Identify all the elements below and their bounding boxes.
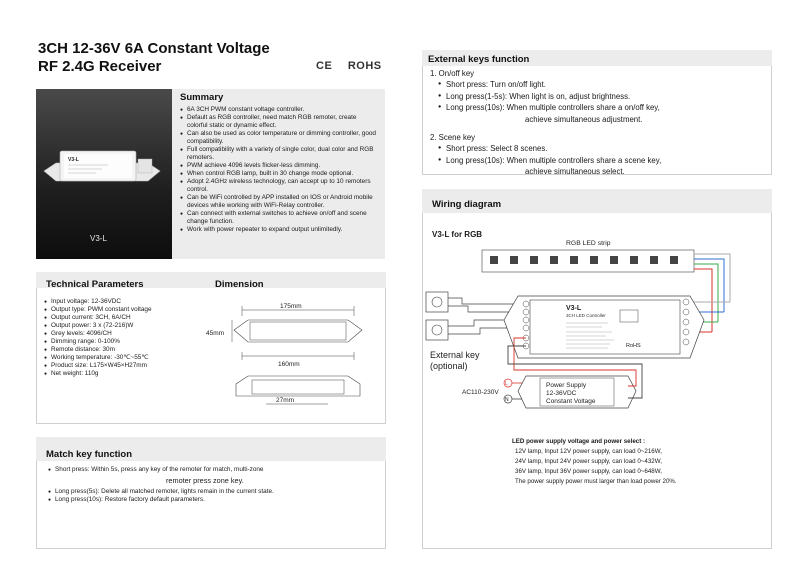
match-item-long5: ● Long press(5s): Delete all matched remoter, lights remain in the current state.: [48, 488, 384, 496]
dim-length-text: 175mm: [280, 303, 302, 310]
controller-image: [36, 89, 172, 219]
match-short-cont: remoter press zone key.: [166, 476, 244, 485]
technical-list: [44, 298, 152, 378]
summary-item: ● Can be WiFi controlled by APP installed on IOS or Android mobile devices while working with WiFi-Relay controller.: [180, 194, 377, 210]
dim-inner-length-text: 160mm: [278, 361, 300, 368]
match-item-long10: ● Long press(10s): Restore factory default parameters.: [48, 496, 384, 504]
product-photo: [36, 89, 172, 259]
match-short-text: Short press: Within 5s, press any key of the remoter for match, multi-zone: [55, 466, 264, 473]
terminal-n: N: [505, 397, 509, 403]
summary-item: ● Can connect with external switches to achieve on/off and scene change function.: [180, 210, 377, 226]
onoff-heading: 1. On/off key: [430, 69, 475, 78]
summary-item: ● Full compatibility with a variety of single color, dual color and RGB remoters.: [180, 146, 377, 162]
scene-short: ● Short press: Select 8 scenes.: [438, 143, 661, 154]
summary-item: ● Adopt 2.4GHz wireless technology, can accept up to 10 remoters control.: [180, 178, 377, 194]
onoff-long10: ● Long press(10s): When multiple controllers share a on/off key,: [438, 102, 661, 113]
psu-line-1: Power Supply: [546, 382, 587, 389]
dim-depth-text: 27mm: [276, 397, 295, 404]
summary-item: ● PWM achieve 4096 levels flicker-less dimming.: [180, 162, 377, 170]
tech-item: ● Grey levels: 4096/CH: [44, 330, 152, 338]
tech-item: ● Output current: 3CH, 6A/CH: [44, 314, 152, 322]
match-list: [48, 466, 384, 504]
psu-line-2: 12-36VDC: [546, 390, 577, 397]
certification-marks: [316, 60, 394, 72]
tech-item: ● Input voltage: 12-36VDC: [44, 298, 152, 306]
wiring-title: Wiring diagram: [432, 199, 502, 210]
device-model-text: V3-L: [68, 157, 79, 163]
psu-line-3: Constant Voltage: [546, 398, 596, 405]
tech-item: ● Working temperature: -30℃~55℃: [44, 354, 152, 362]
lps-line: 12V lamp, Input 12V power supply, can load 0~216W,: [515, 448, 662, 455]
controller-model: V3-L: [566, 305, 582, 312]
onoff-list: [430, 79, 661, 113]
match-title: Match key function: [46, 449, 133, 460]
summary-item: ● Can also be used as color temperature or dimming controller, good compatibility.: [180, 130, 377, 146]
tech-item: ● Dimming range: 0-100%: [44, 338, 152, 346]
product-model-label: V3-L: [90, 234, 107, 243]
power-select-notes: [512, 437, 677, 487]
controller-subtitle: 3CH LED Controller: [566, 313, 606, 318]
summary-title: Summary: [180, 92, 224, 103]
summary-item: ● Work with power repeater to expand output unlimitedly.: [180, 226, 377, 234]
summary-item: ● Default as RGB controller, need match RGB remoter, create colorful static or dynamic effect.: [180, 114, 377, 130]
wiring-subtitle: V3-L for RGB: [432, 230, 483, 239]
title-line-2: RF 2.4G Receiver: [38, 58, 162, 75]
strip-label: RGB LED strip: [566, 240, 611, 247]
scene-long10: ● Long press(10s): When multiple controllers share a scene key,: [438, 155, 661, 166]
summary-item: ● 6A 3CH PWM constant voltage controller.: [180, 106, 377, 114]
controller-body: [530, 300, 680, 354]
lps-line: 24V lamp, Input 24V power supply, can load 0~432W,: [515, 458, 662, 465]
scene-heading: 2. Scene key: [430, 133, 476, 143]
controller-rohs: RoHS: [626, 343, 641, 349]
tech-item: ● Output power: 3 x (72-216)W: [44, 322, 152, 330]
rohs-mark: ROHS: [347, 60, 382, 72]
external-body: [430, 68, 661, 178]
external-key-label-2: (optional): [430, 361, 468, 371]
scene-long10-cont: achieve simultaneous select.: [525, 167, 625, 177]
scene-list: [430, 143, 661, 166]
dimension-title: Dimension: [215, 279, 264, 290]
tech-item: ● Remote distance: 30m: [44, 346, 152, 354]
lps-line: 36V lamp, Input 36V power supply, can load 0~648W,: [515, 468, 662, 475]
page-title: [38, 40, 270, 76]
onoff-long10-cont: achieve simultaneous adjustment.: [525, 114, 643, 124]
technical-title: Technical Parameters: [46, 279, 144, 290]
dim-height-text: 45mm: [206, 330, 225, 337]
onoff-long15: ● Long press(1-5s): When light is on, adjust brightness.: [438, 91, 661, 102]
summary-list: [180, 106, 377, 234]
external-key-label-1: External key: [430, 350, 480, 360]
tech-item: ● Net weight: 110g: [44, 370, 152, 378]
ac-label: AC110-230V: [462, 389, 499, 396]
title-line-1: 3CH 12-36V 6A Constant Voltage: [38, 40, 270, 57]
tech-item: ● Output type: PWM constant voltage: [44, 306, 152, 314]
ce-mark: CE: [316, 60, 333, 72]
summary-panel: [172, 89, 385, 259]
tech-item: ● Product size: L175×W45×H27mm: [44, 362, 152, 370]
match-item-short: [48, 466, 384, 474]
wiring-diagram: [422, 236, 772, 432]
onoff-short: ● Short press: Turn on/off light.: [438, 79, 661, 90]
terminal-l: L: [505, 381, 508, 387]
external-title: External keys function: [428, 54, 530, 65]
dimension-drawing: [206, 300, 368, 412]
lps-heading: LED power supply voltage and power select :: [512, 438, 646, 445]
lps-line: The power supply power must larger than load power 20%.: [515, 478, 677, 485]
summary-item: ● When control RGB lamp, built in 30 change mode optional.: [180, 170, 377, 178]
